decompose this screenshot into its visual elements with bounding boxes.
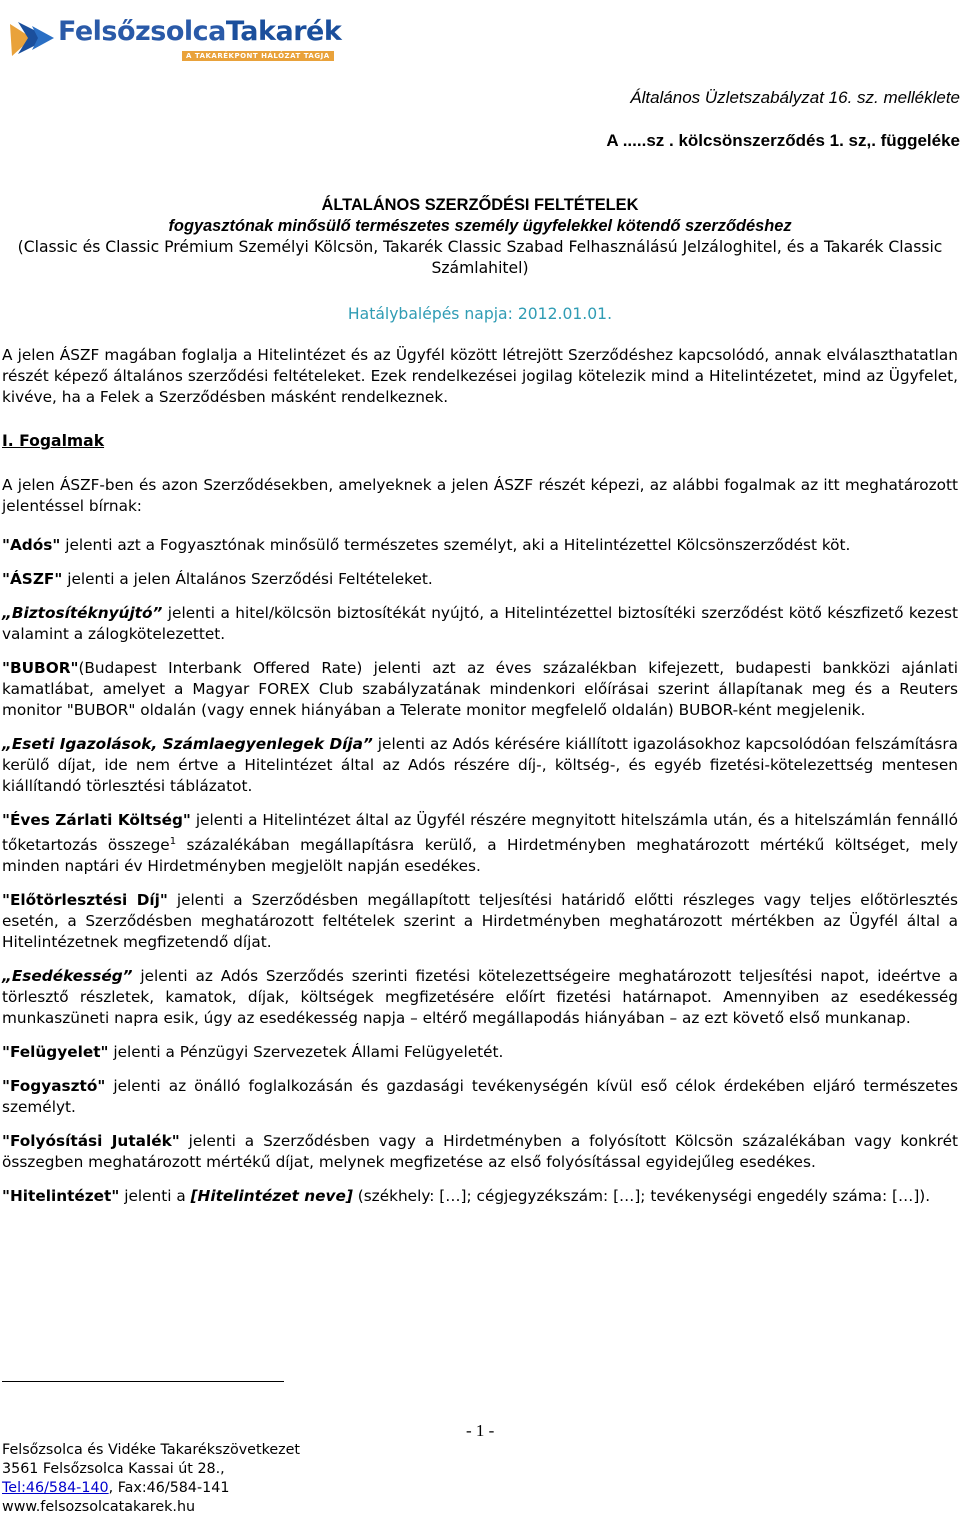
footer-website[interactable]: www.felsozsolcatakarek.hu <box>2 1499 196 1515</box>
logo-wordmark: FelsőzsolcaTakarék <box>58 16 342 47</box>
section-intro: A jelen ÁSZF-ben és azon Szerződésekben, amelyeknek a jelen ÁSZF részét képezi, az alábbi fogalmak az itt meghatározott jelentéssel bírnak: <box>2 476 958 515</box>
title-line-2: fogyasztónak minősülő természetes személy ügyfelekkel kötendő szerződéshez <box>168 217 792 235</box>
title-line-3: (Classic és Classic Prémium Személyi Kölcsön, Takarék Classic Szabad Felhasználású Jelzáloghitel, és a Takarék Classic Számlahitel) <box>17 238 943 277</box>
appendix-reference: A .....sz . kölcsönszerződés 1. sz,. függeléke <box>606 131 960 150</box>
footnote-marker: 1 <box>169 836 177 847</box>
document-title <box>0 195 960 279</box>
title-line-1: ÁLTALÁNOS SZERZŐDÉSI FELTÉTELEK <box>321 196 639 214</box>
definitions-section <box>2 475 958 1220</box>
definition-item: "Éves Zárlati Költség" jelenti a Hitelintézet által az Ügyfél részére megnyitott hitelszámla után, és a hitelszámlán fennálló tőketartozás összege$^1$ százalékában megállapításra kerülő, a Hirdetményben meghatározott mértékű költséget, mely minden naptári év Hirdetményben megjelölt napján esedékes. <box>2 811 958 876</box>
definition-item: „Biztosítéknyújtó” jelenti a hitel/kölcsön biztosítékát nyújtó, a Hitelintézettel biztosítéki szerződést kötő készfizető kezest valamint a zálogkötelezettet. <box>2 604 958 643</box>
bank-logo <box>6 14 342 64</box>
phone-link[interactable]: Tel:46/584-140 <box>2 1480 109 1496</box>
definition-item: „Esedékesség” jelenti az Adós Szerződés szerinti fizetési kötelezettségeire meghatározott teljesítési napot, ideértve a törlesztő részletek, kamatok, díjak, költségek megfizetésére előírt fizetési határnapot. Amennyiben az esedékesség munkaszüneti napra esik, úgy az esedékesség napja – eltérő megállapodás hiányában – az ezt követő első munkanap. <box>2 967 958 1028</box>
intro-paragraph: A jelen ÁSZF magában foglalja a Hitelintézet és az Ügyfél között létrejött Szerződéshez kapcsolódó, annak elválaszthatatlan részét képező általános szerződési feltételeket. Ezek rendelkezései jogilag kötelezik mind a Hitelintézetet, mind az Ügyfelet, kivéve, ha a Felek a Szerződésben másként rendelkeznek. <box>2 346 958 406</box>
annex-reference: Általános Üzletszabályzat 16. sz. melléklete <box>630 88 960 107</box>
definition-item: "Fogyasztó" jelenti az önálló foglalkozásán és gazdasági tevékenységén kívül eső célok érdekében eljáró természetes személyt. <box>2 1077 958 1117</box>
definition-item: "Előtörlesztési Díj" jelenti a Szerződésben megállapított teljesítési határidő előtti részleges vagy teljes előtörlesztés esetén, a Szerződésben meghatározott feltételek szerint a Hirdetményben meghatározott mértékben az Ügyfél által a Hitelintézetnek megfizetendő díjat. <box>2 891 958 952</box>
footer-org: Felsőzsolca és Vidéke Takarékszövetkezet <box>2 1442 301 1458</box>
logo-tagline: A TAKARÉKPONT HÁLÓZAT TAGJA <box>182 51 334 61</box>
definition-item: "Adós" jelenti azt a Fogyasztónak minősülő természetes személyt, aki a Hitelintézettel Kölcsönszerződést köt. <box>2 536 851 554</box>
footnote-separator <box>2 1381 284 1382</box>
footer-phone-fax: Tel:46/584-140, Fax:46/584-141 <box>2 1480 230 1496</box>
definition-item: "Felügyelet" jelenti a Pénzügyi Szervezetek Állami Felügyeletét. <box>2 1043 504 1062</box>
section-heading: I. Fogalmak <box>2 432 105 450</box>
definition-item: „Eseti Igazolások, Számlaegyenlegek Díja” jelenti az Adós kérésére kiállított igazolásokhoz kapcsolódóan felszámításra kerülő díjat, ide nem értve a Hitelintézet által az Adós részére díj-, költség-, és egyéb fizetési-kötelezettség mentesen kiállítandó törlesztési táblázatot. <box>2 735 958 795</box>
definition-item: "Folyósítási Jutalék" jelenti a Szerződésben vagy a Hirdetményben a folyósított Kölcsön százalékában vagy konkrét összegben meghatározott mértékű díjat, melynek megfizetése az első folyósítással egyidejűleg esedékes. <box>2 1132 958 1172</box>
effective-date: Hatálybalépés napja: 2012.01.01. <box>347 305 613 323</box>
definition-item: "BUBOR"(Budapest Interbank Offered Rate) jelenti azt az éves százalékban kifejezett, budapesti bankközi ajánlati kamatlábat, amelyet a Magyar FOREX Club szabályzatának mindenkori előírásai szerint állapítanak meg és a Reuters monitor "BUBOR" oldalán (vagy ennek hiányában a Telerate monitor megfelelő oldalán) BUBOR-ként megjelenik. <box>2 659 958 719</box>
footer-contact <box>2 1441 300 1517</box>
bird-logo-icon <box>6 18 56 60</box>
definition-item: "ÁSZF" jelenti a jelen Általános Szerződési Feltételeket. <box>2 570 433 588</box>
definition-item: "Hitelintézet" jelenti a [Hitelintézet neve] (székhely: […]; cégjegyzékszám: […]; tevékenységi engedély száma: […]). <box>2 1187 931 1206</box>
page-number: - 1 - <box>466 1421 495 1440</box>
footer-address: 3561 Felsőzsolca Kassai út 28., <box>2 1461 225 1477</box>
